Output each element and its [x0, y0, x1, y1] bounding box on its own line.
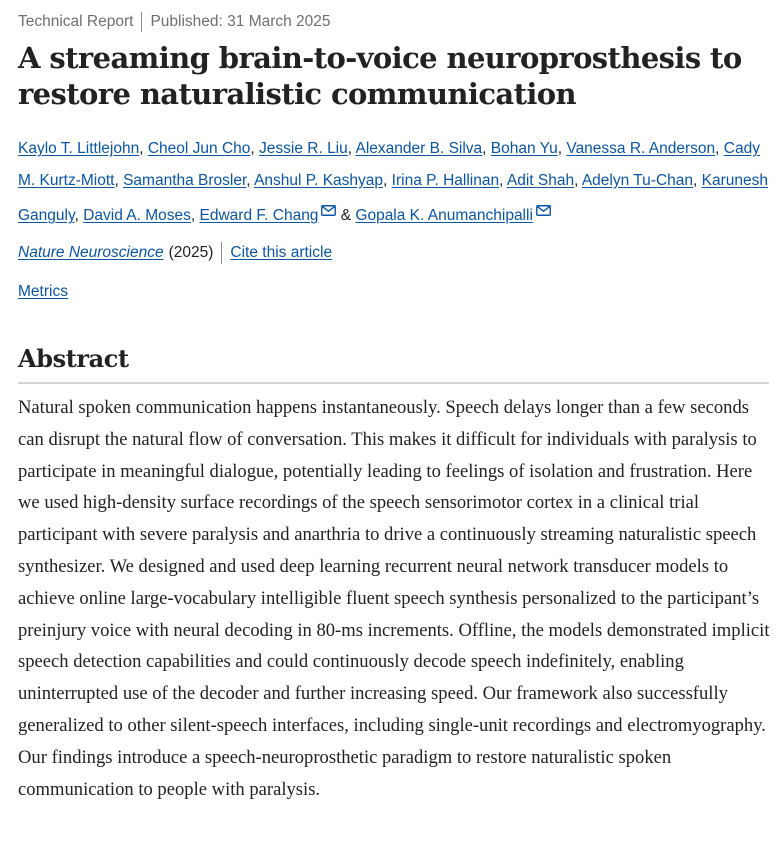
author-separator: ,	[482, 140, 491, 157]
author-link[interactable]: Anshul P. Kashyap	[254, 171, 384, 189]
author-separator: &	[336, 207, 356, 224]
author-link[interactable]: Gopala K. Anumanchipalli	[355, 207, 533, 224]
author-link[interactable]: Irina P. Hallinan	[391, 171, 500, 189]
abstract-heading: Abstract	[18, 344, 129, 373]
mail-icon[interactable]	[536, 196, 551, 228]
author-separator: ,	[693, 171, 702, 189]
author-link[interactable]: Vanessa R. Anderson	[566, 140, 716, 157]
author-link[interactable]: Karunesh Ganguly	[18, 171, 768, 224]
author-separator: ,	[114, 171, 124, 189]
publication-year: (2025)	[168, 244, 214, 261]
author-separator: ,	[190, 207, 200, 224]
author-separator: ,	[246, 171, 255, 189]
author-link[interactable]: Kaylo T. Littlejohn	[18, 140, 140, 157]
meta-divider	[141, 12, 142, 32]
author-link[interactable]: Samantha Brosler	[123, 171, 247, 189]
author-link[interactable]: Adelyn Tu-Chan	[581, 171, 693, 189]
article-title: A streaming brain-to-voice neuroprosthesis to restore naturalistic communication	[18, 41, 742, 111]
metrics-link[interactable]: Metrics	[18, 283, 68, 300]
author-separator: ,	[499, 171, 507, 189]
article-type: Technical Report	[18, 13, 134, 30]
author-link[interactable]: Adit Shah	[506, 171, 575, 189]
author-separator: ,	[139, 140, 148, 157]
author-link[interactable]: Bohan Yu	[490, 140, 558, 157]
author-separator: ,	[74, 207, 84, 224]
article-meta	[18, 12, 331, 32]
author-separator: ,	[715, 140, 724, 157]
citation-divider	[221, 242, 222, 264]
author-link[interactable]: Alexander B. Silva	[355, 140, 483, 157]
cite-article-link[interactable]: Cite this article	[230, 244, 333, 261]
journal-link[interactable]: Nature Neuroscience	[18, 244, 164, 261]
citation-line	[18, 242, 332, 264]
author-separator: ,	[347, 140, 356, 157]
author-separator: ,	[557, 140, 567, 157]
author-separator: ,	[574, 171, 582, 189]
author-link[interactable]: Edward F. Chang	[199, 207, 319, 224]
author-separator: ,	[383, 171, 392, 189]
abstract-divider	[18, 382, 769, 384]
author-link[interactable]: David A. Moses	[83, 207, 191, 224]
author-link[interactable]: Jessie R. Liu	[259, 140, 348, 157]
author-list	[18, 133, 774, 232]
published-date: Published: 31 March 2025	[150, 13, 331, 30]
author-separator: ,	[250, 140, 260, 157]
metrics-section	[18, 283, 68, 301]
mail-icon[interactable]	[321, 196, 336, 228]
author-link[interactable]: Cady M. Kurtz-Miott	[18, 140, 760, 189]
author-link[interactable]: Cheol Jun Cho	[147, 140, 251, 157]
abstract-text: Natural spoken communication happens instantaneously. Speech delays longer than a few seconds can disrupt the natural flow of conversation. This makes it difficult for individuals with paralysis to participate in meaningful dialogue, potentially leading to feelings of isolation and frustration. Here we used high-density surface recordings of the speech sensorimotor cortex in a clinical trial participant with severe paralysis and anarthria to drive a continuously streaming naturalistic speech synthesizer. We designed and used deep learning recurrent neural network transducer models to achieve online large-vocabulary intelligible fluent speech synthesis personalized to the participant’s preinjury voice with neural decoding in 80-ms increments. Offline, the models demonstrated implicit speech detection capabilities and could continuously decode speech indefinitely, enabling uninterrupted use of the decoder and further increasing speed. Our framework also successfully generalized to other silent-speech interfaces, including single-unit recordings and electromyography. Our findings introduce a speech-neuroprosthetic paradigm to restore naturalistic spoken communication to people with paralysis.	[18, 397, 770, 800]
